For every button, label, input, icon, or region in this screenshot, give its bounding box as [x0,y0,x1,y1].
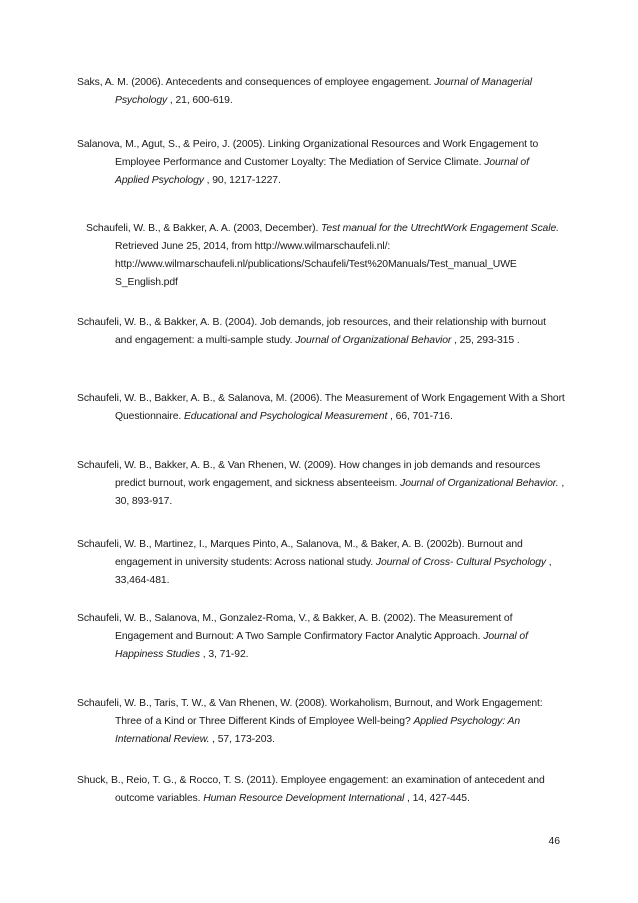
reference-entry: Schaufeli, W. B., Taris, T. W., & Van Rhenen, W. (2008). Workaholism, Burnout, and Work Engagement: Three of a Kind or Three Different Kinds of Employee Well-being? Applied Psychology: An International Review. , 57, 173-203. [77,698,543,745]
reference-entry: Schaufeli, W. B., Martinez, I., Marques Pinto, A., Salanova, M., & Baker, A. B. (2002b). Burnout and engagement in university students: Across national study. Journal of Cross- Cultural Psychology , 33,464-481. [77,539,552,586]
reference-entry: Shuck, B., Reio, T. G., & Rocco, T. S. (2011). Employee engagement: an examination of antecedent and outcome variables. Human Resource Development International , 14, 427-445. [77,775,545,804]
reference-entry: Schaufeli, W. B., & Bakker, A. B. (2004). Job demands, job resources, and their relationship with burnout and engagement: a multi-sample study. Journal of Organizational Behavior , 25, 293-315 . [77,317,546,346]
reference-entry: Saks, A. M. (2006). Antecedents and consequences of employee engagement. Journal of Managerial Psychology , 21, 600-619. [77,77,533,106]
reference-entry: Schaufeli, W. B., Bakker, A. B., & Van Rhenen, W. (2009). How changes in job demands and resources predict burnout, work engagement, and sickness absenteeism. Journal of Organizational Behavior. , 30, 893-917. [77,460,565,507]
reference-entry: Schaufeli, W. B., Salanova, M., Gonzalez-Roma, V., & Bakker, A. B. (2002). The Measurement of Engagement and Burnout: A Two Sample Confirmatory Factor Analytic Approach. Journal of Happiness Studies , 3, 71-92. [77,613,528,660]
reference-entry: Salanova, M., Agut, S., & Peiro, J. (2005). Linking Organizational Resources and Work Engagement to Employee Performance and Customer Loyalty: The Mediation of Service Climate. Journal of Applied Psychology , 90, 1217-1227. [77,139,539,186]
reference-entry: Schaufeli, W. B., Bakker, A. B., & Salanova, M. (2006). The Measurement of Work Engagement With a Short Questionnaire. Educational and Psychological Measurement , 66, 701-716. [77,393,565,422]
page-number: 46 [548,836,560,847]
reference-entry: Schaufeli, W. B., & Bakker, A. A. (2003, December). Test manual for the UtrechtWork Engagement Scale. Retrieved June 25, 2014, from http://www.wilmarschaufeli.nl/: http://www.wilmarschaufeli.nl/publications/Schaufeli/Test%20Manuals/Test_manual_UWE S_English.pdf [86,223,559,288]
